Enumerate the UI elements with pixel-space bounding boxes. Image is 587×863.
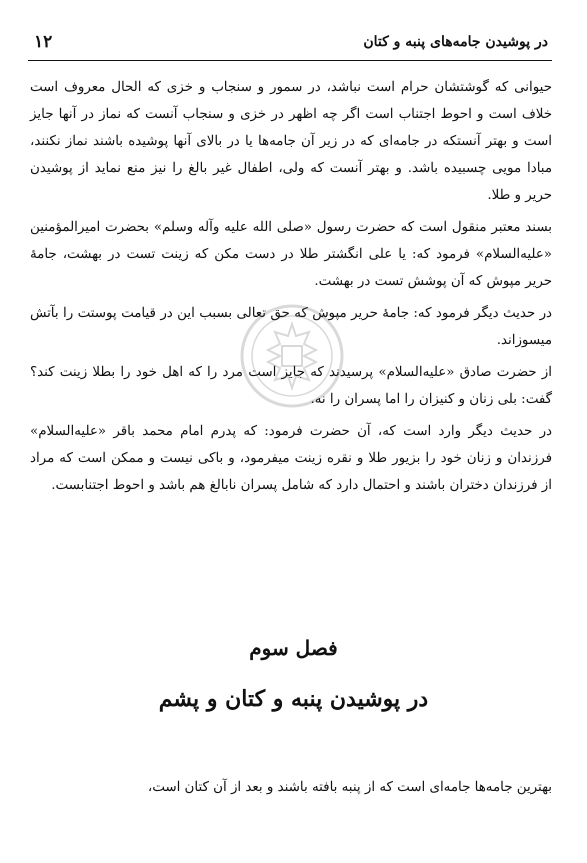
body-text xyxy=(30,74,552,504)
paragraph-5: در حدیث دیگر وارد است که، آن حضرت فرمود: که پدرم امام محمد باقر «علیه‌السلام» فرزندان و زنان خود را بزیور طلا و نقره زینت میفرمود، و باکی نیست و ممکن است که مراد از فرزندان دختران باشند و احتمال دارد که شامل پسران نابالغ هم باشد و احوط اجتنابست. xyxy=(30,424,552,493)
paragraph-1: حیوانی که گوشتشان حرام است نباشد، در سمور و سنجاب و خزی که الحال معروف است خلاف است و احوط اجتناب است اگر چه اظهر در خزی و سنجاب آنست که نماز در آنها جایز است و بهتر آنستکه در جامه‌ای که در زیر آن جامه‌ها یا در بالای آنها پوشیده باشند نماز نکنند، مبادا مویی چسبیده باشد. و بهتر آنست که ولی، اطفال غیر بالغ را نیز منع نماید از پوشیدن حریر و طلا. xyxy=(30,80,552,203)
running-title: در پوشیدن جامه‌های پنبه و کتان xyxy=(363,34,548,50)
page-number: ۱۲ xyxy=(34,32,53,52)
library-seal-icon xyxy=(238,302,346,410)
closing-paragraph: بهترین جامه‌ها جامه‌ای است که از پنبه بافته باشند و بعد از آن کتان است، xyxy=(147,780,552,795)
paragraph-2: بسند معتبر منقول است که حضرت رسول «صلی الله علیه وآله وسلم» بحضرت امیرالمؤمنین «علیه‌السلام» فرمود که: یا علی انگشتر طلا در دست مکن که زینت تست در بهشت، جامهٔ حریر مپوش که آن پوشش تست در بهشت. xyxy=(30,220,552,289)
chapter-title: فصل سوم xyxy=(249,636,338,660)
paragraph-4: از حضرت صادق «علیه‌السلام» پرسیدند که جایز است مرد را که اهل خود را بطلا زینت کند؟ گفت: بلی زنان و کنیزان را اما پسران را نه. xyxy=(30,365,552,407)
paragraph-3: در حدیث دیگر فرمود که: جامهٔ حریر مپوش که حق تعالی بسبب این در قیامت پوستت را بآتش میسوزاند. xyxy=(30,306,552,348)
page-header xyxy=(28,30,552,61)
chapter-subtitle: در پوشیدن پنبه و کتان و پشم xyxy=(158,686,429,712)
